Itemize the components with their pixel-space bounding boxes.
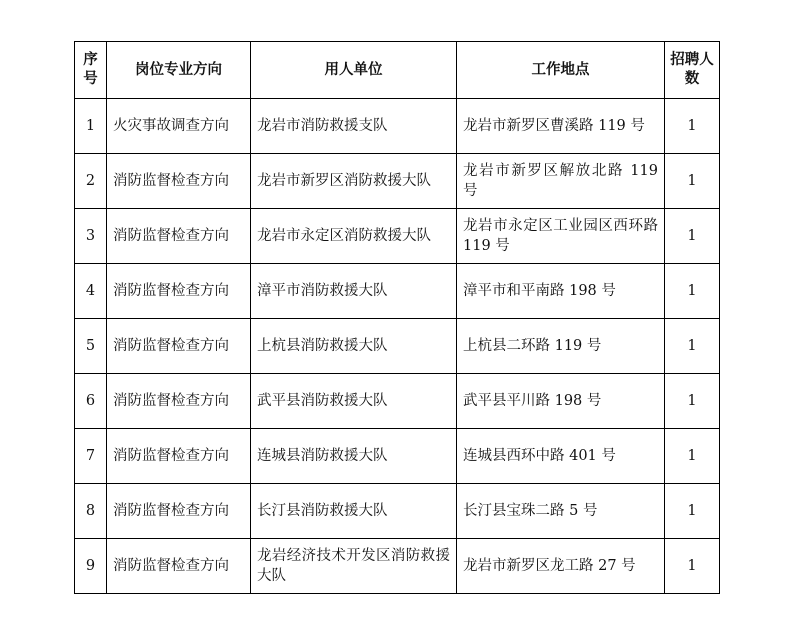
row-location: 龙岩市新罗区曹溪路 119 号 xyxy=(457,99,665,154)
row-no: 1 xyxy=(75,99,107,154)
row-location: 武平县平川路 198 号 xyxy=(457,374,665,429)
row-post: 消防监督检查方向 xyxy=(107,319,251,374)
row-count: 1 xyxy=(665,264,720,319)
row-post: 消防监督检查方向 xyxy=(107,154,251,209)
row-count: 1 xyxy=(665,539,720,594)
row-post: 消防监督检查方向 xyxy=(107,484,251,539)
row-count: 1 xyxy=(665,319,720,374)
row-unit: 长汀县消防救援大队 xyxy=(251,484,457,539)
row-location: 连城县西环中路 401 号 xyxy=(457,429,665,484)
row-count: 1 xyxy=(665,429,720,484)
row-location: 龙岩市新罗区龙工路 27 号 xyxy=(457,539,665,594)
row-no: 6 xyxy=(75,374,107,429)
row-count: 1 xyxy=(665,484,720,539)
row-count: 1 xyxy=(665,99,720,154)
row-unit: 龙岩经济技术开发区消防救援大队 xyxy=(251,539,457,594)
row-no: 3 xyxy=(75,209,107,264)
row-no: 9 xyxy=(75,539,107,594)
row-no: 8 xyxy=(75,484,107,539)
header-post: 岗位专业方向 xyxy=(107,42,251,99)
table-row xyxy=(75,154,720,209)
row-post: 消防监督检查方向 xyxy=(107,374,251,429)
table-row xyxy=(75,484,720,539)
table-row xyxy=(75,319,720,374)
header-count: 招聘人数 xyxy=(665,42,720,99)
table-header-row xyxy=(75,42,720,99)
table-row xyxy=(75,539,720,594)
row-unit: 漳平市消防救援大队 xyxy=(251,264,457,319)
row-location: 龙岩市永定区工业园区西环路 119 号 xyxy=(457,209,665,264)
row-post: 消防监督检查方向 xyxy=(107,539,251,594)
row-no: 2 xyxy=(75,154,107,209)
row-unit: 上杭县消防救援大队 xyxy=(251,319,457,374)
row-no: 7 xyxy=(75,429,107,484)
row-unit: 武平县消防救援大队 xyxy=(251,374,457,429)
row-post: 消防监督检查方向 xyxy=(107,209,251,264)
row-location: 漳平市和平南路 198 号 xyxy=(457,264,665,319)
header-no: 序号 xyxy=(75,42,107,99)
row-post: 消防监督检查方向 xyxy=(107,429,251,484)
row-location: 长汀县宝珠二路 5 号 xyxy=(457,484,665,539)
row-post: 火灾事故调查方向 xyxy=(107,99,251,154)
row-unit: 连城县消防救援大队 xyxy=(251,429,457,484)
table-row xyxy=(75,209,720,264)
header-location: 工作地点 xyxy=(457,42,665,99)
header-unit: 用人单位 xyxy=(251,42,457,99)
table-row xyxy=(75,99,720,154)
recruitment-table xyxy=(74,41,720,594)
row-location: 龙岩市新罗区解放北路 119 号 xyxy=(457,154,665,209)
table-row xyxy=(75,264,720,319)
row-location: 上杭县二环路 119 号 xyxy=(457,319,665,374)
row-no: 4 xyxy=(75,264,107,319)
row-unit: 龙岩市消防救援支队 xyxy=(251,99,457,154)
row-count: 1 xyxy=(665,154,720,209)
table-row xyxy=(75,374,720,429)
row-count: 1 xyxy=(665,209,720,264)
table-row xyxy=(75,429,720,484)
row-post: 消防监督检查方向 xyxy=(107,264,251,319)
row-unit: 龙岩市新罗区消防救援大队 xyxy=(251,154,457,209)
row-unit: 龙岩市永定区消防救援大队 xyxy=(251,209,457,264)
row-no: 5 xyxy=(75,319,107,374)
row-count: 1 xyxy=(665,374,720,429)
